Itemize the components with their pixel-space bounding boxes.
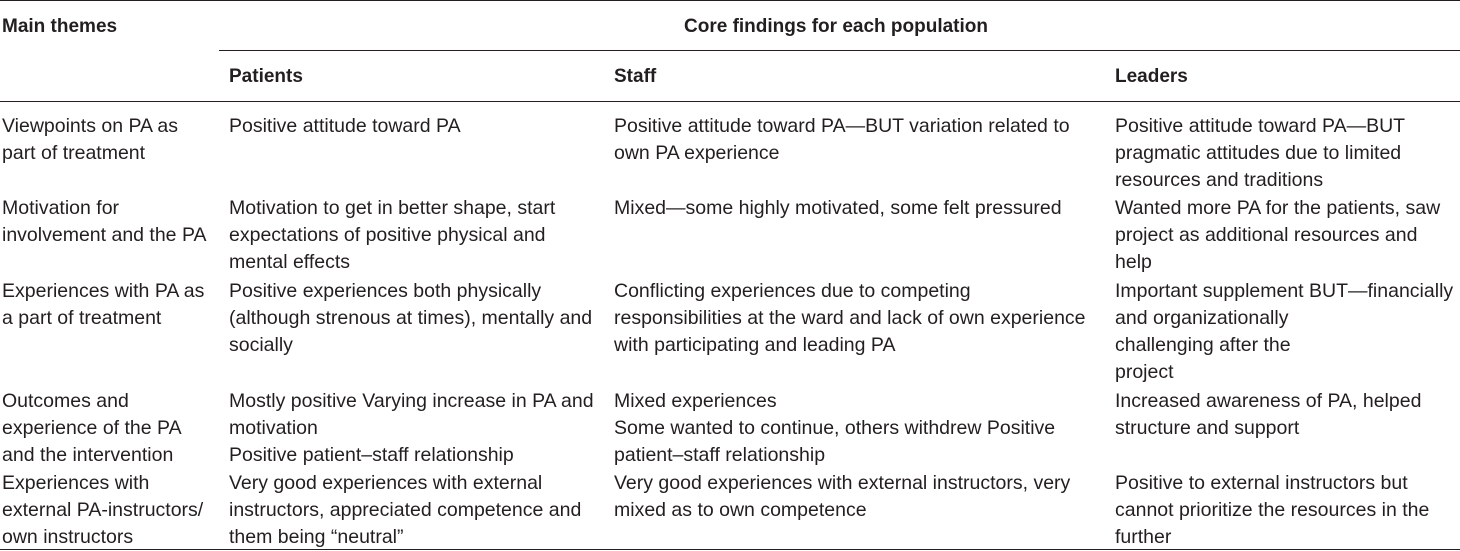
cell-line: (although strenous at times), mentally and [229,307,593,329]
cell-line: Experiences with [2,472,150,494]
cell-line: Viewpoints on PA as [2,115,178,137]
cell-line: and organizationally [1115,307,1289,329]
cell-line: patient–staff relationship [614,444,826,466]
cell-line: motivation [229,417,318,439]
cell-line: and the intervention [2,444,174,466]
cell-line: Motivation to get in better shape, start [229,197,556,219]
table-row-2-staff [614,195,1062,222]
cell-line: Mixed—some highly motivated, some felt pressured [614,197,1062,219]
cell-line: external PA-instructors/ [2,499,204,521]
cell-line: resources and traditions [1115,169,1324,191]
table-row-1-theme [2,113,178,167]
cell-line: Motivation for [2,197,120,219]
header-staff: Staff [614,66,657,87]
table-row-4-leaders [1115,388,1421,442]
cell-line: own PA experience [614,142,780,164]
table-row-2-theme [2,195,207,249]
table-row-4-staff [614,388,1055,469]
header-core-findings: Core findings for each population [684,16,988,37]
cell-line: structure and support [1115,417,1300,439]
cell-line: mental effects [229,251,351,273]
table-row-3-staff [614,278,1086,359]
header-span-rule [219,50,1460,51]
table-row-1-patients [229,113,461,140]
header-patients: Patients [229,66,303,87]
cell-line: further [1115,526,1172,548]
cell-line: Positive patient–staff relationship [229,444,514,466]
cell-line: Experiences with PA as [2,280,205,302]
cell-line: part of treatment [2,142,146,164]
table-row-2-leaders [1115,195,1440,276]
cell-line: Positive attitude toward PA—BUT variation related to [614,115,1070,137]
cell-line: Very good experiences with external [229,472,543,494]
table-row-5-staff [614,470,1070,524]
cell-line: Some wanted to continue, others withdrew Positive [614,417,1056,439]
table-row-3-leaders [1115,278,1453,386]
table-row-5-patients [229,470,581,551]
table-top-rule [0,0,1460,1]
table-row-5-leaders [1115,470,1429,551]
cell-line: challenging after the [1115,334,1291,356]
table-row-4-patients [229,388,594,469]
cell-line: instructors, appreciated competence and [229,499,582,521]
cell-line: Positive attitude toward PA—BUT [1115,115,1406,137]
table-row-5-theme [2,470,203,551]
cell-line: Positive attitude toward PA [229,115,461,137]
cell-line: involvement and the PA [2,224,207,246]
table-row-4-theme [2,388,182,469]
cell-line: project [1115,361,1174,383]
header-main-themes: Main themes [2,16,118,37]
table-row-2-patients [229,195,555,276]
cell-line: Increased awareness of PA, helped [1115,390,1422,412]
table-row-1-staff [614,113,1070,167]
cell-line: experience of the PA [2,417,182,439]
cell-line: Mixed experiences [614,390,777,412]
cell-line: cannot prioritize the resources in the [1115,499,1430,521]
cell-line: them being “neutral” [229,526,404,548]
cell-line: Mostly positive Varying increase in PA and [229,390,594,412]
cell-line: own instructors [2,526,134,548]
cell-line: mixed as to own competence [614,499,867,521]
cell-line: with participating and leading PA [614,334,896,356]
table-row-1-leaders [1115,113,1405,194]
cell-line: a part of treatment [2,307,162,329]
cell-line: Important supplement BUT—financially [1115,280,1454,302]
cell-line: Very good experiences with external instructors, very [614,472,1071,494]
cell-line: responsibilities at the ward and lack of own experience [614,307,1086,329]
cell-line: Outcomes and [2,390,129,412]
cell-line: expectations of positive physical and [229,224,546,246]
cell-line: help [1115,251,1152,273]
cell-line: Conflicting experiences due to competing [614,280,971,302]
cell-line: socially [229,334,293,356]
table-row-3-theme [2,278,204,332]
header-leaders: Leaders [1115,66,1188,87]
table-row-3-patients [229,278,592,359]
cell-line: pragmatic attitudes due to limited [1115,142,1402,164]
cell-line: Wanted more PA for the patients, saw [1115,197,1441,219]
header-bottom-rule [0,101,1460,102]
cell-line: project as additional resources and [1115,224,1418,246]
cell-line: Positive experiences both physically [229,280,542,302]
cell-line: Positive to external instructors but [1115,472,1408,494]
